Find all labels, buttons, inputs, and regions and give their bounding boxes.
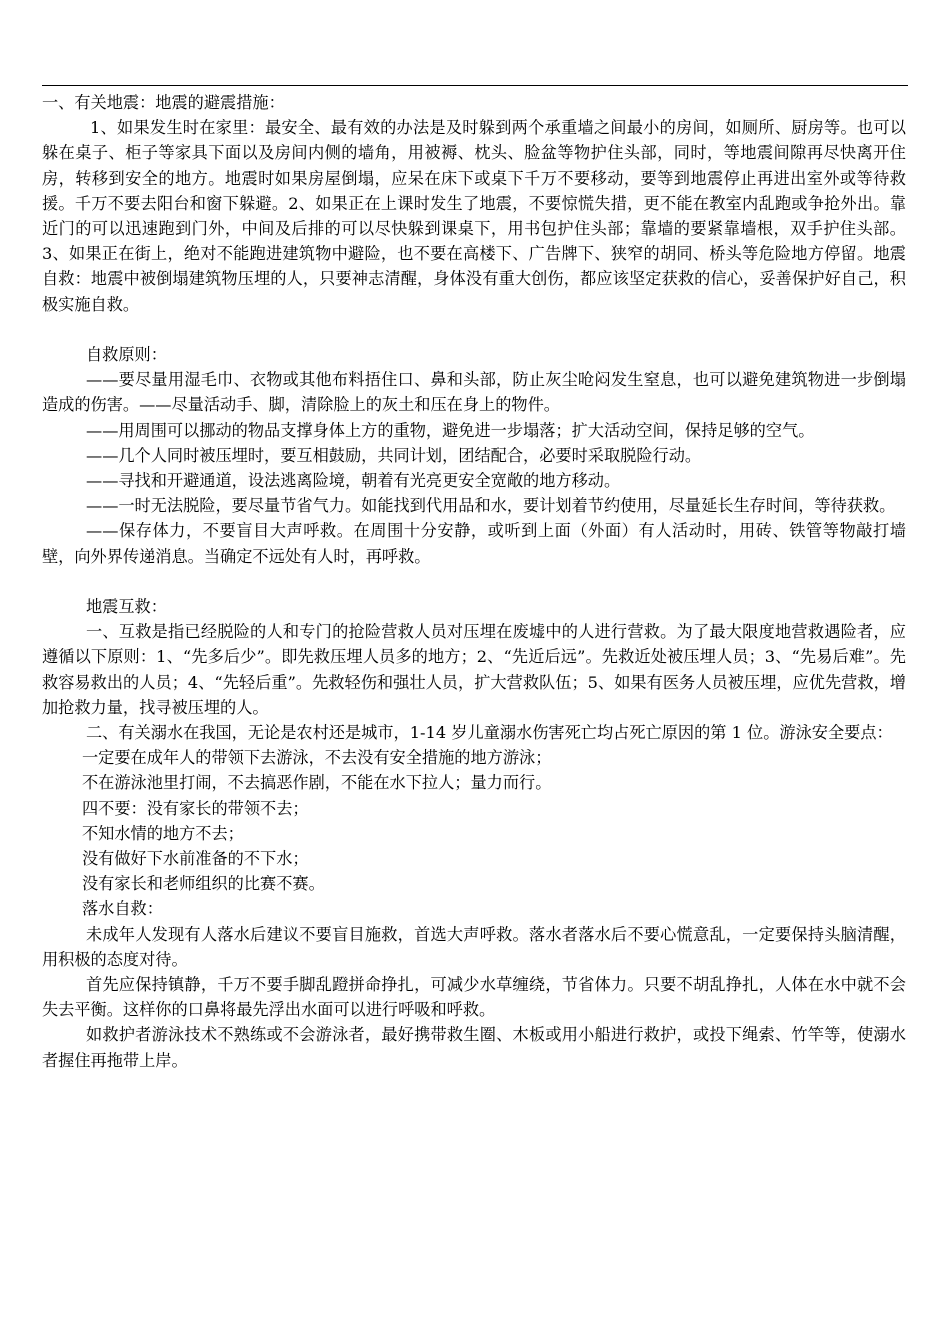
swim-safety-point: 不知水情的地方不去； (82, 823, 244, 843)
self-rescue-heading: 自救原则： (86, 345, 167, 365)
paragraph-gap (42, 569, 906, 594)
mutual-rescue-paragraph: 一、互救是指已经脱险的人和专门的抢险营救人员对压埋在废墟中的人进行营救。为了最大限度地营救遇险者，应遵循以下原则：1、“先多后少”。即先救压埋人员多的地方；2、“先近后远”。先救近处被压埋人员；3、“先易后难”。先救容易救出的人员；4、“先轻后重”。先救轻伤和强壮人员，扩大营救队伍；5、如果有医务人员被压埋，应优先营救，增加抢救力量，找寻被压埋的人。 (42, 622, 906, 717)
paragraph-gap (42, 317, 906, 342)
self-rescue-item: ——用周围可以挪动的物品支撑身体上方的重物，避免进一步塌落；扩大活动空间，保持足够的空气。 (86, 420, 815, 440)
header-rule (42, 85, 908, 86)
drowning-paragraph: 如救护者游泳技术不熟练或不会游泳者，最好携带救生圈、木板或用小船进行救护，或投下绳索、竹竿等，使溺水者握住再拖带上岸。 (42, 1025, 906, 1070)
swim-safety-point: 四不要：没有家长的带领不去； (82, 798, 309, 818)
swim-safety-point: 没有家长和老师组织的比赛不赛。 (82, 874, 325, 894)
swim-safety-point: 不在游泳池里打闹，不去搞恶作剧，不能在水下拉人；量力而行。 (82, 773, 552, 793)
swim-safety-point: 没有做好下水前准备的不下水； (82, 849, 309, 869)
drowning-paragraph: 首先应保持镇静，千万不要手脚乱蹬拼命挣扎，可减少水草缠绕，节省体力。只要不胡乱挣扎，人体在水中就不会失去平衡。这样你的口鼻将最先浮出水面可以进行呼吸和呼救。 (42, 975, 906, 1020)
swim-safety-point: 一定要在成年人的带领下去游泳，不去没有安全措施的地方游泳； (82, 748, 552, 768)
self-rescue-item: ——一时无法脱险，要尽量节省气力。如能找到代用品和水，要计划着节约使用，尽量延长生存时间，等待获救。 (86, 496, 896, 516)
self-rescue-item: ——寻找和开避通道，设法逃离险境，朝着有光亮更安全宽敞的地方移动。 (86, 471, 621, 491)
self-rescue-item: ——保存体力，不要盲目大声呼救。在周围十分安静，或听到上面（外面）有人活动时，用砖、铁管等物敲打墙壁，向外界传递消息。当确定不远处有人时，再呼救。 (42, 521, 906, 566)
drowning-self-rescue-heading: 落水自救： (82, 899, 163, 919)
document-body (42, 90, 906, 1073)
drowning-paragraph: 未成年人发现有人落水后建议不要盲目施救，首选大声呼救。落水者落水后不要心慌意乱，一定要保持头脑清醒，用积极的态度对待。 (42, 924, 906, 969)
mutual-rescue-heading: 地震互救： (86, 597, 167, 617)
drowning-intro-paragraph: 二、有关溺水在我国，无论是农村还是城市，1-14 岁儿童溺水伤害死亡均占死亡原因的第 1 位。游泳安全要点： (86, 723, 893, 743)
self-rescue-item: ——几个人同时被压埋时，要互相鼓励，共同计划，团结配合，必要时采取脱险行动。 (86, 445, 702, 465)
section-heading-earthquake: 一、有关地震：地震的避震措施： (42, 93, 285, 112)
self-rescue-item: ——要尽量用湿毛巾、衣物或其他布料捂住口、鼻和头部，防止灰尘呛闷发生窒息，也可以避免建筑物进一步倒塌造成的伤害。——尽量活动手、脚，清除脸上的灰土和压在身上的物件。 (42, 370, 906, 415)
earthquake-measures-paragraph: 1、如果发生时在家里：最安全、最有效的办法是及时躲到两个承重墙之间最小的房间，如厕所、厨房等。也可以躲在桌子、柜子等家具下面以及房间内侧的墙角，用被褥、枕头、脸盆等物护住头部，同时，等地震间隙再尽快离开住房，转移到安全的地方。地震时如果房屋倒塌，应呆在床下或桌下千万不要移动，要等到地震停止再进出室外或等待救援。千万不要去阳台和窗下躲避。2、如果正在上课时发生了地震，不要惊慌失措，更不能在教室内乱跑或争抢外出。靠近门的可以迅速跑到门外，中间及后排的可以尽快躲到课桌下，用书包护住头部；靠墙的要紧靠墙根，双手护住头部。3、如果正在街上，绝对不能跑进建筑物中避险，也不要在高楼下、广告牌下、狭窄的胡同、桥头等危险地方停留。地震自救：地震中被倒塌建筑物压埋的人，只要神志清醒，身体没有重大创伤，都应该坚定获救的信心，妥善保护好自己，积极实施自救。 (42, 118, 906, 314)
